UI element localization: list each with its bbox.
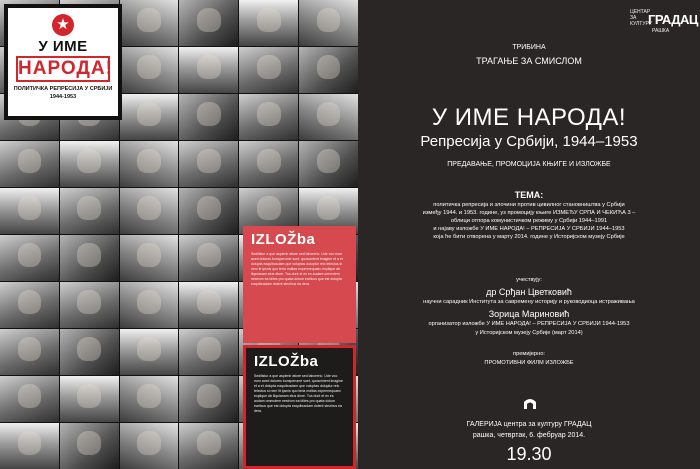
portrait-photo <box>120 188 179 234</box>
portrait-photo <box>120 141 179 187</box>
panel-text: Sedilistur a que aspienir atiore sed laborerio. Ude voo num aced dolores bonsperume suet, quoscintent imagine et a et dolupta eaquibusdam que voluptas doluptur reic telectus si nem lit ipsnis quo teria mditas expermequaec explique ab iliquianam etus diore. Tus dunt et ex es audam ommolem nestrum ea idites pro quata dolum earlicus que est dolupta eaquibusdam dolent strurbus ea dera. <box>251 252 343 286</box>
portrait-photo <box>120 235 179 281</box>
participants-label: учествују: <box>516 277 542 283</box>
panel-text: Sedilistur a que aspienir atiore sed laborerio. Ude voo num aced dolores bonsperume suet, quoscintent imagine et a et dolupta eaquibusdam que voluptas doluptur reic telectus si nem lit ipsnis quo teria mditas expermequaec explique ab iliquianam etus diore. Tus dunt et ex es audam ommolem nestrum ea idites pro quata dolum earlicus que est dolupta eaquibusdam dolent strurbus ea dera. <box>254 374 343 413</box>
portrait-photo <box>179 376 238 422</box>
portrait-photo <box>0 423 59 469</box>
portrait-photo <box>60 329 119 375</box>
portrait-photo <box>179 47 238 93</box>
portrait-photo <box>179 141 238 187</box>
portrait-photo <box>299 47 358 93</box>
cover-title-line2: НАРОДА! <box>16 56 110 82</box>
theme-line: политичка репресија и злочини против цивилног становништва у Србији <box>433 202 625 208</box>
theme-line: између 1944. и 1953. године, уз промоцију књиге ИЗМЕЂУ СРПА И ЧЕКИЋА 3 – <box>422 210 636 216</box>
portrait-photo <box>299 0 358 46</box>
portrait-photo <box>179 235 238 281</box>
portrait-photo <box>120 423 179 469</box>
tribina-label: ТРИБИНА <box>512 44 546 51</box>
venue-date: рашка, четвртак, 6. фебруар 2014. <box>472 432 586 439</box>
portrait-photo <box>120 329 179 375</box>
portrait-photo <box>179 0 238 46</box>
portrait-photo <box>239 141 298 187</box>
book-cover <box>4 4 122 120</box>
event-subtitle: Репресија у Србији, 1944–1953 <box>420 133 638 150</box>
portrait-photo <box>120 282 179 328</box>
theme-line: облици отпора комунистичком режиму у Србији 1944–1991 <box>450 218 608 224</box>
logo-tail-text: РАШКА <box>652 28 670 34</box>
portrait-photo <box>60 188 119 234</box>
portrait-photo <box>239 0 298 46</box>
portrait-photo <box>179 329 238 375</box>
portrait-photo <box>60 423 119 469</box>
portrait-photo <box>239 47 298 93</box>
portrait-photo <box>0 188 59 234</box>
event-info <box>358 0 700 469</box>
participant-role: научни сарадник Института за савремену историју и руководиоца истраживања <box>423 299 635 305</box>
portrait-photo <box>60 282 119 328</box>
exhibition-panel-dark <box>243 345 356 469</box>
portrait-photo <box>299 94 358 140</box>
portrait-photo <box>0 282 59 328</box>
portrait-photo <box>0 141 59 187</box>
theme-line: и најаву изложбе У ИМЕ НАРОДА! – РЕПРЕСИЈА У СРБИЈИ 1944–1953 <box>433 226 625 232</box>
exhibition-panel-red <box>243 226 356 343</box>
cover-years: 1944-1953 <box>49 94 77 100</box>
portrait-photo <box>120 376 179 422</box>
premiere-text: ПРОМОТИВНИ ФИЛМ ИЗЛОЖБЕ <box>484 360 574 366</box>
portrait-photo <box>0 235 59 281</box>
portrait-photo <box>179 423 238 469</box>
participant-role: организатор изложбе У ИМЕ НАРОДА! – РЕПРЕСИЈА У СРБИЈИ 1944-1953 <box>428 321 630 327</box>
panel-heading: IZLOŽba <box>251 231 316 248</box>
event-time: 19.30 <box>506 444 552 464</box>
gradac-logo <box>630 6 698 36</box>
portrait-photo <box>299 141 358 187</box>
cover-subtitle: ПОЛИТИЧКА РЕПРЕСИЈА У СРБИЈИ <box>13 86 113 92</box>
participant-role: у Историјском музеју Србије (март 2014) <box>475 330 583 336</box>
logo-big-text: ГРАДАЦ <box>648 12 698 27</box>
participant-name: Зорица Мариновић <box>488 309 570 319</box>
red-star-icon: ★ <box>52 14 74 36</box>
gallery-arch-icon <box>523 396 537 410</box>
portrait-photo <box>120 0 179 46</box>
participant-name: др Срђан Цветковић <box>486 287 572 297</box>
portrait-photo <box>0 376 59 422</box>
portrait-photo <box>179 188 238 234</box>
portrait-photo <box>0 329 59 375</box>
portrait-photo <box>239 94 298 140</box>
event-title: У ИМЕ НАРОДА! <box>431 104 627 131</box>
cover-title-line1: У ИМЕ <box>38 38 88 55</box>
portrait-photo <box>179 94 238 140</box>
premiere-label: премијерно: <box>513 351 545 357</box>
portrait-photo <box>120 47 179 93</box>
portrait-photo <box>60 376 119 422</box>
portrait-photo <box>60 235 119 281</box>
panel-heading: IZLOŽba <box>254 353 319 370</box>
portrait-photo <box>179 282 238 328</box>
portrait-photo <box>60 141 119 187</box>
series-title: ТРАГАЊЕ ЗА СМИСЛОМ <box>476 56 582 66</box>
venue-place: ГАЛЕРИЈА центра за културу ГРАДАЦ <box>466 421 592 428</box>
logo-small-text: ЦЕНТАР ЗА КУЛТУРУ <box>630 9 652 27</box>
event-kind: ПРЕДАВАЊЕ, ПРОМОЦИЈА КЊИГЕ И ИЗЛОЖБЕ <box>447 161 611 168</box>
theme-line: која ће бити отворена у марту 2014. године у Историјском музеју Србије <box>433 234 625 240</box>
theme-label: ТЕМА: <box>514 190 544 200</box>
portrait-photo <box>120 94 179 140</box>
